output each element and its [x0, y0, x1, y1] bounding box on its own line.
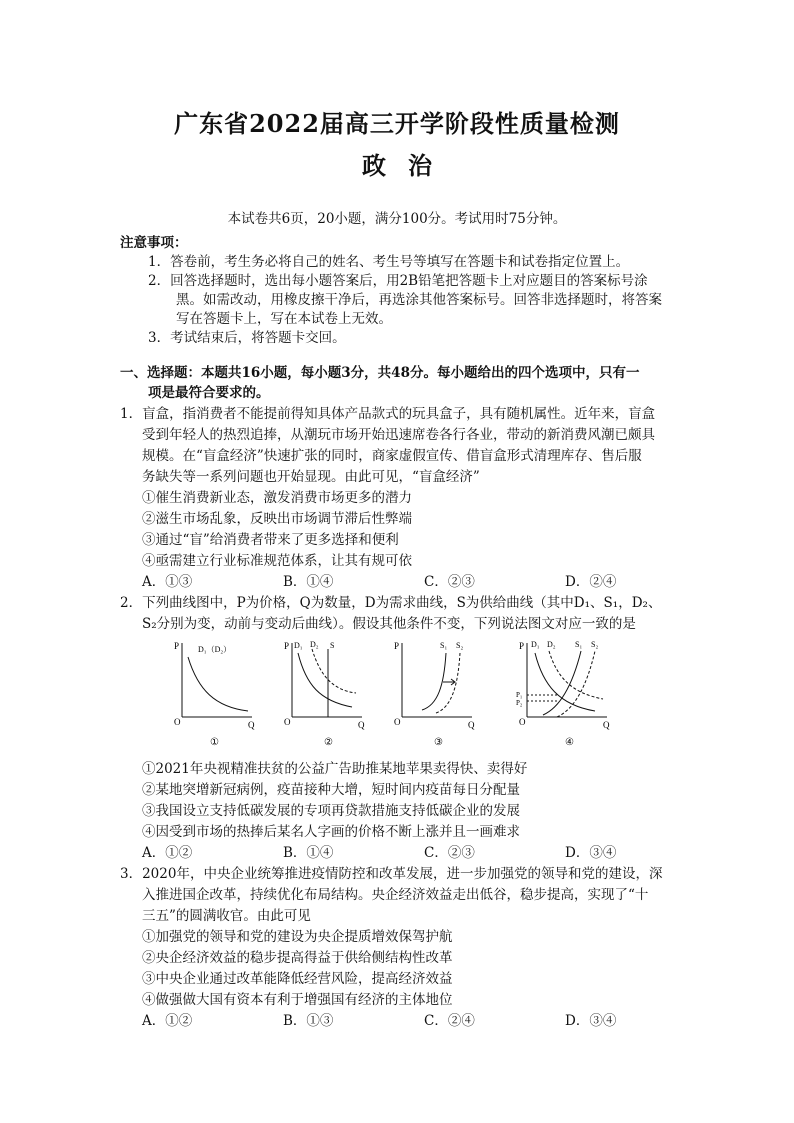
exam-title: 广东省2022届高三开学阶段性质量检测: [174, 109, 620, 138]
q3-statement: ①加强党的领导和党的建设为央企提质增效保驾护航: [142, 929, 453, 945]
q2-options: [142, 841, 706, 861]
g1-caption: ①: [210, 737, 219, 748]
q3-stem: 入推进国企改革，持续优化布局结构。央企经济效益走出低谷，稳步提高，实现了“十: [142, 887, 649, 903]
q3-option-c: C．②④: [424, 1013, 475, 1029]
q1-option-c: C．②③: [424, 574, 475, 590]
g3-s1-label: S₁: [440, 641, 448, 650]
q3-options: [142, 1009, 706, 1029]
g1-o-label: O: [174, 717, 181, 727]
q1-option-a: A．①③: [142, 574, 193, 590]
q2-option-a: A．①②: [142, 845, 193, 861]
g1-p-label: P: [174, 641, 180, 651]
g3-o-label: O: [394, 717, 401, 727]
q3-option-b: B．①③: [283, 1013, 334, 1029]
q1-options: [142, 570, 706, 590]
g3-p-label: P: [394, 641, 400, 651]
q3-statement: ②央企经济效益的稳步提高得益于供给侧结构性改革: [142, 950, 453, 966]
q1-statement: ②滋生市场乱象，反映出市场调节滞后性弊端: [142, 511, 412, 527]
q2-statement: ②某地突增新冠病例，疫苗接种大增，短时间内疫苗每日分配量: [142, 782, 520, 798]
g4-o-label: O: [519, 717, 526, 727]
g2-p-label: P: [284, 641, 290, 651]
note-item: 3．考试结束后，将答题卡交回。: [148, 330, 346, 346]
q3-statement: ④做强做大国有资本有利于增强国有经济的主体地位: [142, 992, 453, 1008]
graph-3: [390, 635, 490, 750]
q1-stem: 受到年轻人的热烈追捧，从潮玩市场开始迅速席卷各行各业，带动的新消费风潮已颇具: [142, 427, 655, 443]
g4-d2-label: D₂: [547, 640, 556, 649]
g4-s1-label: S₁: [575, 640, 583, 649]
g2-d1-label: D₁: [294, 641, 303, 650]
note-item: 写在答题卡上，写在本试卷上无效。: [176, 311, 392, 327]
q3-stem: 三五”的圆满收官。由此可见: [142, 908, 311, 924]
g4-d1-label: D₁: [531, 640, 540, 649]
g4-q-label: Q: [603, 720, 610, 730]
q2-option-d: D．③④: [565, 845, 617, 861]
q2-statement: ①2021年央视精准扶贫的公益广告助推某地苹果卖得快、卖得好: [142, 761, 528, 777]
q2-option-b: B．①④: [283, 845, 334, 861]
q1-statement: ①催生消费新业态，激发消费市场更多的潜力: [142, 490, 412, 506]
g4-p1-label: P₁: [516, 691, 523, 699]
g3-s2-label: S₂: [456, 641, 464, 650]
g2-caption: ②: [324, 737, 333, 748]
q3-statement: ③中央企业通过改革能降低经营风险，提高经济效益: [142, 971, 453, 987]
g4-caption: ④: [565, 737, 574, 748]
q1-stem: 1．盲盒，指消费者不能提前得知具体产品款式的玩具盒子，具有随机属性。近年来，盲盒: [120, 406, 656, 422]
g4-p-label: P: [519, 641, 525, 651]
q2-statement: ③我国设立支持低碳发展的专项再贷款措施支持低碳企业的发展: [142, 803, 520, 819]
q1-statement: ③通过“盲”给消费者带来了更多选择和便利: [142, 532, 399, 548]
q2-stem: S₂分别为变，动前与变动后曲线）。假设其他条件不变，下列说法图文对应一致的是: [142, 616, 636, 632]
q3-stem: 3．2020年，中央企业统筹推进疫情防控和改革发展，进一步加强党的领导和党的建设，深: [120, 866, 663, 882]
q1-statement: ④亟需建立行业标准规范体系，让其有规可依: [142, 553, 412, 569]
g2-q-label: Q: [358, 720, 365, 730]
q3-option-d: D．③④: [565, 1013, 617, 1029]
g4-s2-label: S₂: [591, 640, 599, 649]
graph-4: [515, 635, 625, 750]
note-item: 黑。如需改动，用橡皮擦干净后，再选涂其他答案标号。回答非选择题时，将答案: [176, 292, 662, 308]
section-heading: 一、选择题：本题共16小题，每小题3分，共48分。每小题给出的四个选项中，只有一: [120, 365, 640, 381]
q1-stem: 规模。在“盲盒经济”快速扩张的同时，商家虚假宣传、借盲盒形式清理库存、售后服: [142, 448, 642, 464]
graph-1: [170, 635, 270, 750]
g2-d2-label: D₂: [310, 640, 319, 649]
section-heading-cont: 项是最符合要求的。: [148, 385, 270, 401]
q2-option-c: C．②③: [424, 845, 475, 861]
g1-q-label: Q: [248, 720, 255, 730]
notes-heading: 注意事项：: [120, 235, 188, 251]
g2-s-label: S: [330, 641, 335, 650]
q1-option-d: D．②④: [565, 574, 617, 590]
q1-stem: 务缺失等一系列问题也开始显现。由此可见，“盲盒经济”: [142, 469, 480, 485]
q1-option-b: B．①④: [283, 574, 334, 590]
note-item: 2．回答选择题时，选出每小题答案后，用2B铅笔把答题卡上对应题目的答案标号涂: [148, 273, 648, 289]
q2-stem: 2．下列曲线图中，P为价格，Q为数量，D为需求曲线，S为供给曲线（其中D₁、S₁，D₂、: [120, 595, 662, 611]
exam-info: 本试卷共6页，20小题，满分100分。考试用时75分钟。: [227, 211, 567, 227]
g2-o-label: O: [284, 717, 291, 727]
g1-curve-label: D₁（D₂）: [198, 645, 232, 654]
q2-statement: ④因受到市场的热捧后某名人字画的价格不断上涨并且一画难求: [142, 824, 520, 840]
subject-title: 政治: [362, 151, 454, 180]
g3-q-label: Q: [468, 720, 475, 730]
graph-2: [280, 635, 380, 750]
g4-p2-label: P₂: [516, 699, 523, 707]
note-item: 1．答卷前，考生务必将自己的姓名、考生号等填写在答题卡和试卷指定位置上。: [148, 254, 630, 270]
g3-caption: ③: [434, 737, 443, 748]
q3-option-a: A．①②: [142, 1013, 193, 1029]
